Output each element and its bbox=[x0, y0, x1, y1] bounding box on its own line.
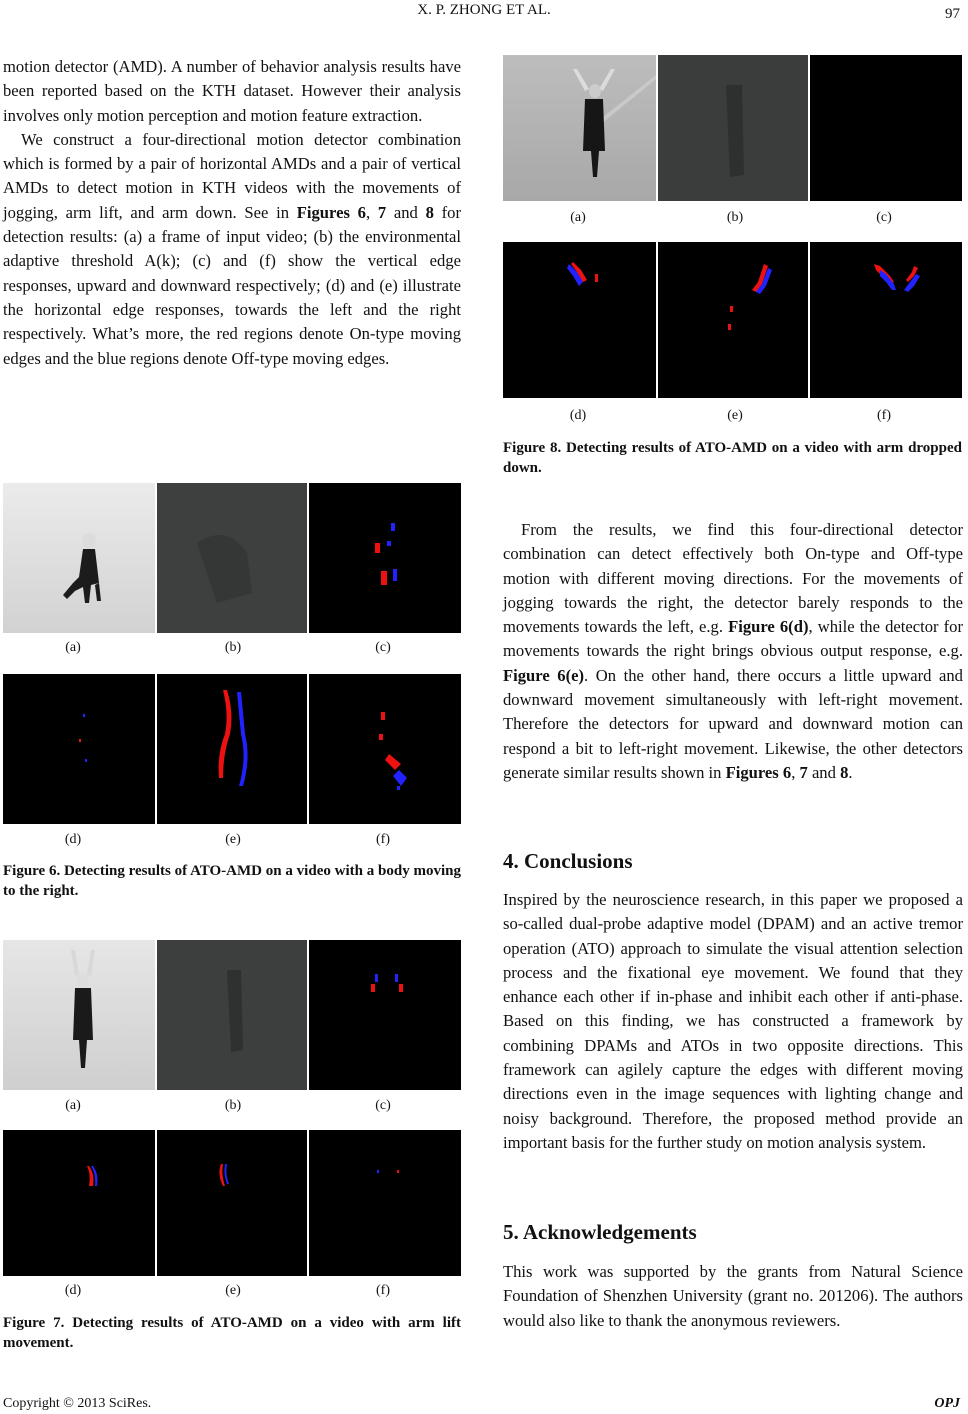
section-4-heading: 4. Conclusions bbox=[503, 849, 633, 873]
fig8-label-f: (f) bbox=[877, 408, 891, 423]
fig7-panel-a bbox=[3, 940, 155, 1090]
fig7-panel-c bbox=[309, 940, 461, 1090]
fig7-panel-b bbox=[157, 940, 307, 1090]
fig7-label-c: (c) bbox=[375, 1098, 391, 1113]
footer-journal: OPJ bbox=[934, 1396, 960, 1411]
paragraph-acknowledgements: This work was supported by the grants from Natural Science Foundation of Shenzhen University (grant no. 201206). The authors would also like to thank the anonymous reviewers. bbox=[503, 1262, 963, 1330]
fig6-label-c: (c) bbox=[375, 640, 391, 655]
fig6-label-b: (b) bbox=[224, 640, 242, 655]
fig6-label-e: (e) bbox=[225, 832, 241, 847]
fig6-panel-c bbox=[309, 483, 461, 633]
fig6-panel-d bbox=[3, 674, 155, 824]
fig7-panel-e bbox=[157, 1130, 307, 1276]
fig7-panel-d bbox=[3, 1130, 155, 1276]
fig6-panel-b bbox=[157, 483, 307, 633]
fig8-label-e: (e) bbox=[727, 408, 743, 423]
fig6-panel-e bbox=[157, 674, 307, 824]
fig8-panel-e bbox=[658, 242, 808, 398]
paragraph-results: From the results, we find this four-directional detector combination can detect effectively both On-type and Off-type motion with different moving directions. For the movements of jogging towards the right, the detector barely responds to the movements towards the left, e.g. Figure 6(d), while the detector for movements towards the right brings obvious output response, e.g. Figure 6(e). On the other hand, there occurs a little upward and downward movement simultaneously with left-right movement. Therefore the detectors for upward and downward motion can respond a bit to left-right movement. Likewise, the other detectors generate similar results shown in Figures 6, 7 and 8. bbox=[503, 520, 963, 782]
paragraph-conclusions: Inspired by the neuroscience research, in this paper we proposed a so-called dual-probe adaptive model (DPAM) and an active tremor operation (ATO) approach to simulate the visual attention selection process and the fixational eye movement. We found that they enhance each other if in-phase and inhibit each other if anti-phase. Based on this finding, we has constructed a framework by combining DPAMs and ATOs in two opposite directions. This framework can agilely capture the edges with different moving directions even in the image sequences with lighting change and noisy background. Therefore, the proposed method provide an important basis for the further study on motion analysis system. bbox=[503, 890, 963, 1152]
fig8-label-a: (a) bbox=[570, 210, 586, 225]
paragraph-amd: motion detector (AMD). A number of behavior analysis results have been reported based on the KTH dataset. However their analysis involves only motion perception and motion feature extraction. bbox=[3, 57, 461, 125]
footer-copyright: Copyright © 2013 SciRes. bbox=[3, 1396, 152, 1411]
fig7-label-b: (b) bbox=[224, 1098, 242, 1113]
fig7-label-d: (d) bbox=[64, 1283, 82, 1298]
fig8-label-d: (d) bbox=[569, 408, 587, 423]
page-number: 97 bbox=[945, 6, 960, 22]
fig8-panel-b bbox=[658, 55, 808, 201]
results-discussion bbox=[503, 518, 963, 785]
fig7-label-e: (e) bbox=[225, 1283, 241, 1298]
section-5-body bbox=[503, 1260, 963, 1333]
fig8-panel-a bbox=[503, 55, 656, 201]
fig7-panel-f bbox=[309, 1130, 461, 1276]
fig8-panel-d bbox=[503, 242, 656, 398]
fig6-panel-f bbox=[309, 674, 461, 824]
fig8-label-b: (b) bbox=[726, 210, 744, 225]
running-header bbox=[0, 2, 968, 26]
fig8-panel-f bbox=[810, 242, 962, 398]
fig6-label-a: (a) bbox=[65, 640, 81, 655]
fig6-label-f: (f) bbox=[376, 832, 390, 847]
figure8-caption: Figure 8. Detecting results of ATO-AMD on a video with arm dropped down. bbox=[503, 440, 962, 476]
section-4-body bbox=[503, 888, 963, 1155]
fig8-label-c: (c) bbox=[876, 210, 892, 225]
figure6-caption: Figure 6. Detecting results of ATO-AMD on a video with a body moving to the right. bbox=[3, 863, 461, 899]
fig6-label-d: (d) bbox=[64, 832, 82, 847]
figure7-caption: Figure 7. Detecting results of ATO-AMD on a video with arm lift movement. bbox=[3, 1315, 461, 1351]
fig7-label-a: (a) bbox=[65, 1098, 81, 1113]
fig7-label-f: (f) bbox=[376, 1283, 390, 1298]
running-title: X. P. ZHONG ET AL. bbox=[417, 2, 551, 18]
fig8-panel-c bbox=[810, 55, 962, 201]
paragraph-construct: We construct a four-directional motion detector combination which is formed by a pair of horizontal AMDs and a pair of vertical AMDs to detect motion in KTH videos with the movements of jogging, arm lift, and arm down. See in Figures 6, 7 and 8 for detection results: (a) a frame of input video; (b) the environmental adaptive threshold A(k); (c) and (f) show the vertical edge responses, upward and downward respectively; (d) and (e) illustrate the horizontal edge responses, towards the left and the right respectively. What’s more, the red regions denote On-type moving edges and the blue regions denote Off-type moving edges. bbox=[3, 129, 461, 368]
fig6-panel-a bbox=[3, 483, 155, 633]
section-5-heading: 5. Acknowledgements bbox=[503, 1220, 697, 1244]
left-column-text bbox=[3, 55, 461, 371]
